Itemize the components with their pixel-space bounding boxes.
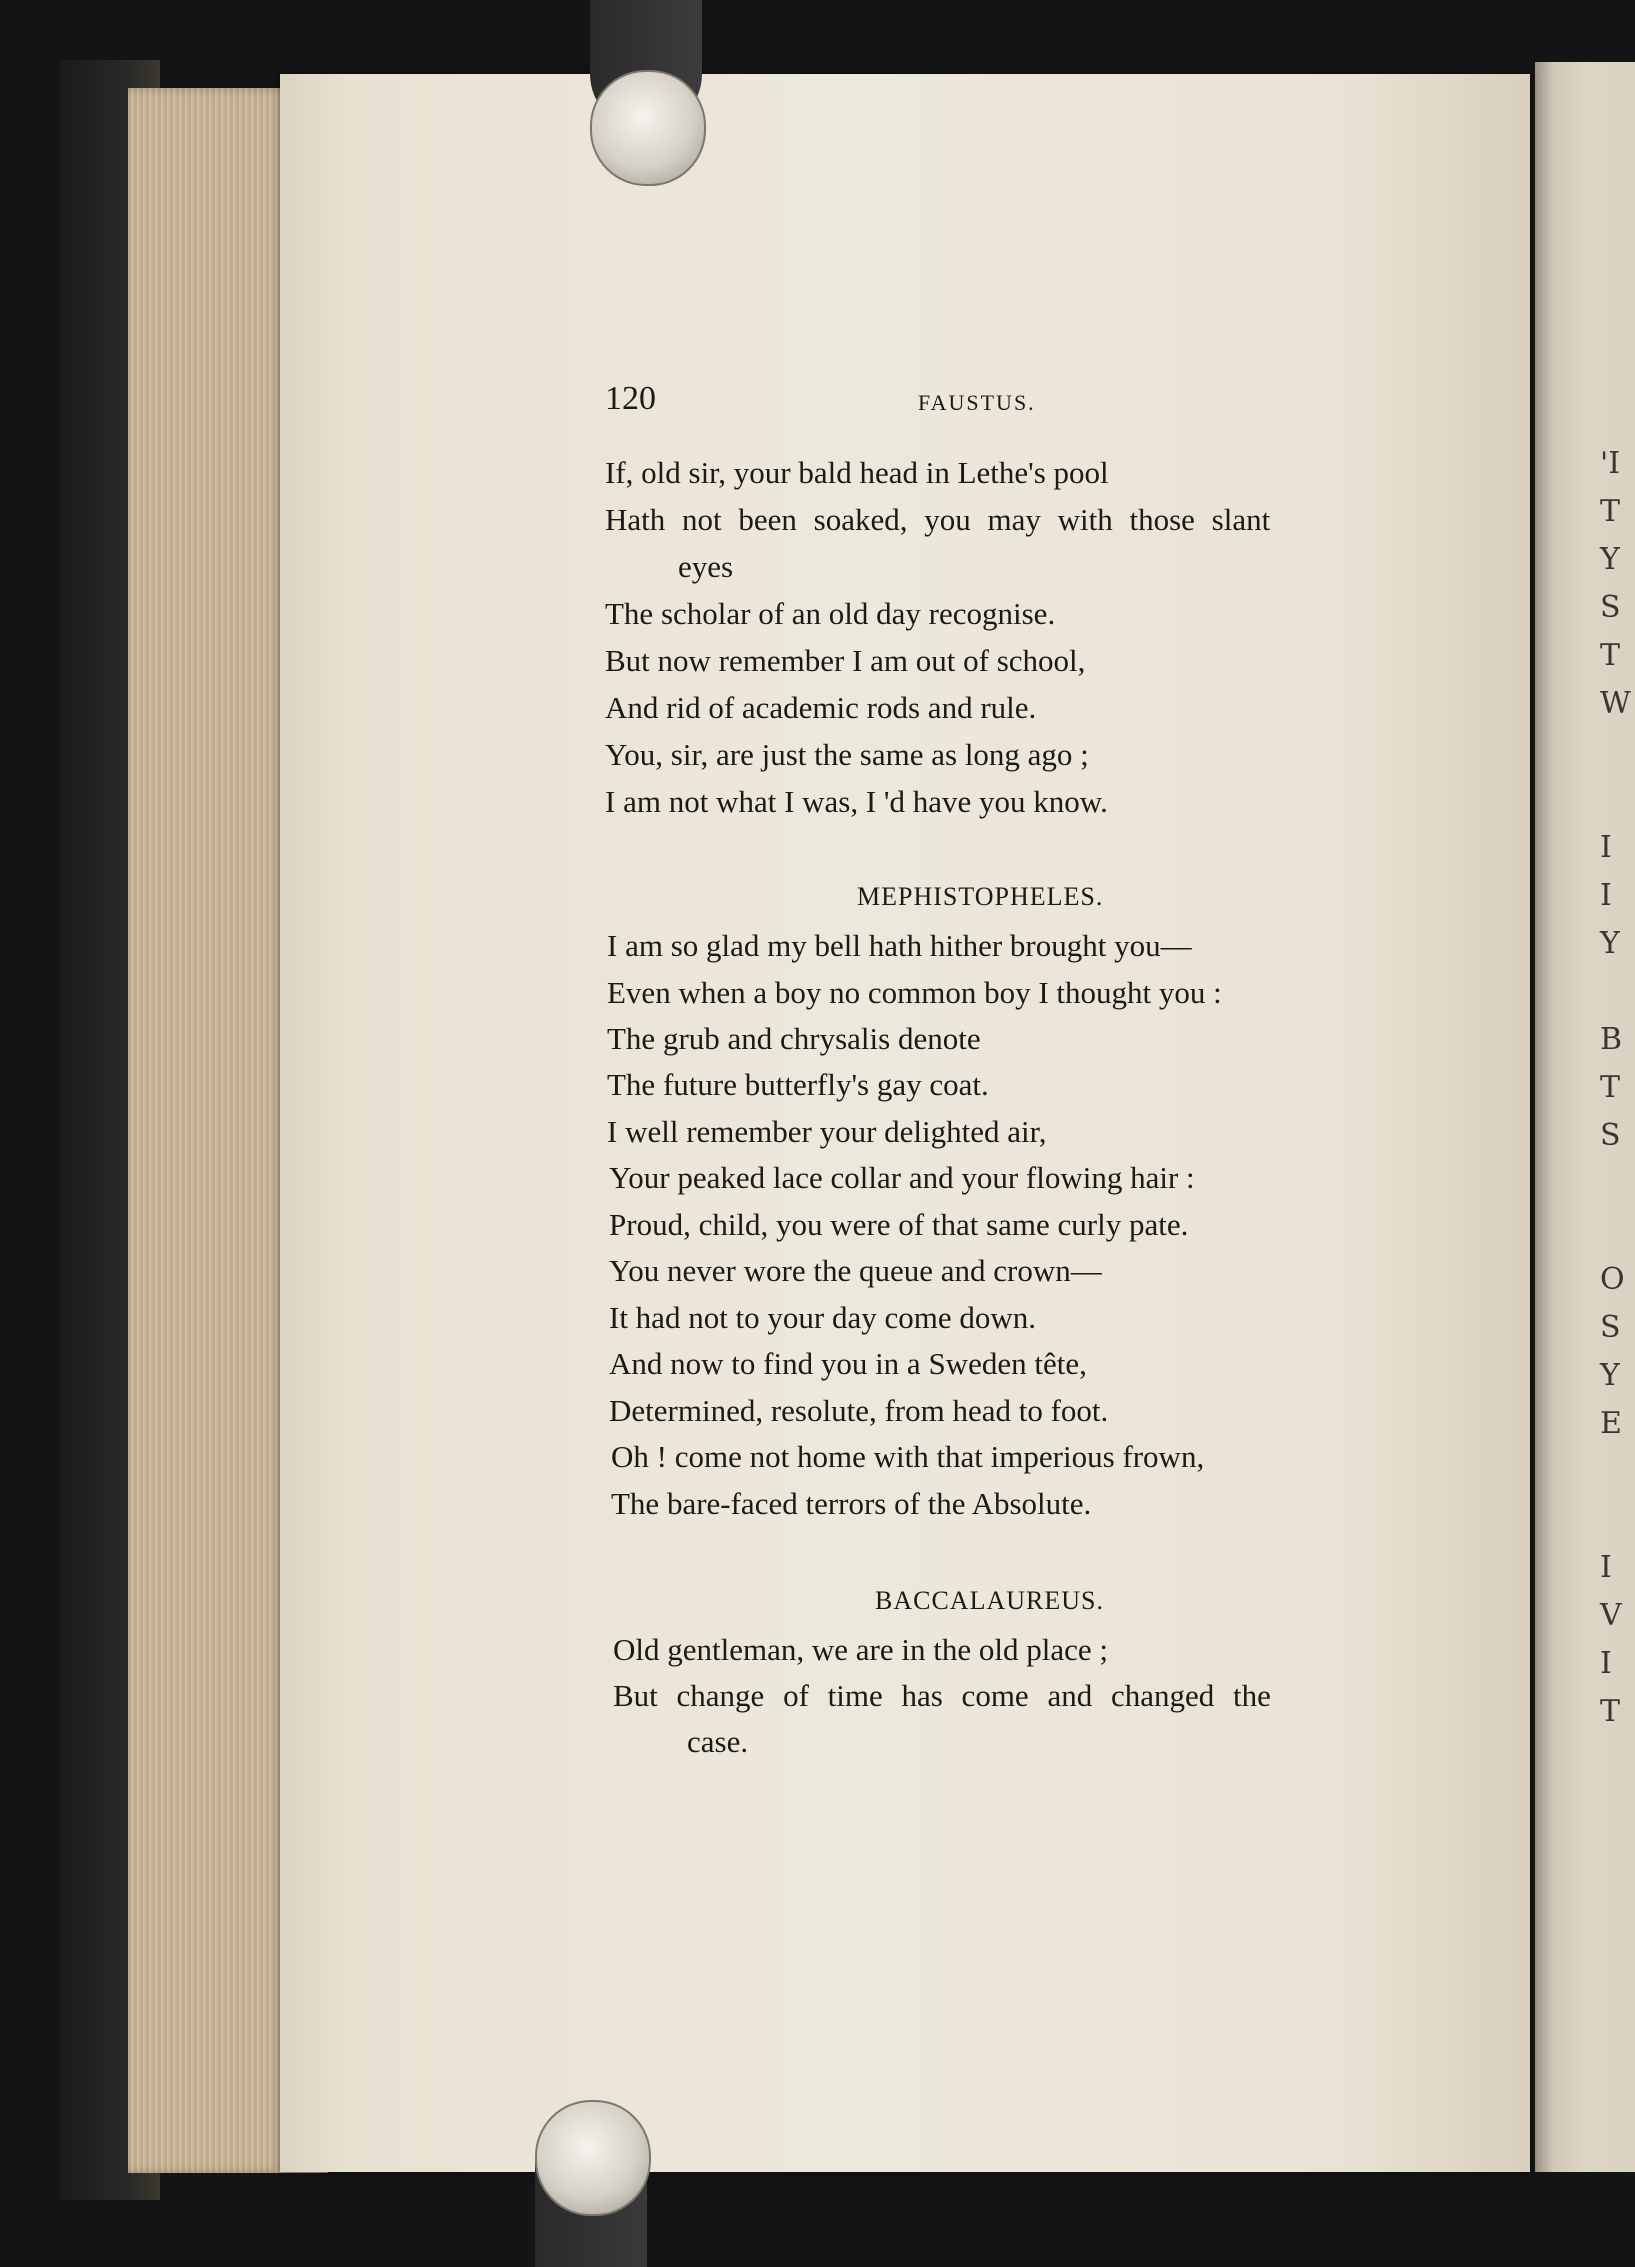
verse-line: Determined, resolute, from head to foot. [609, 1393, 1109, 1428]
fragment-letter: T [1600, 1694, 1621, 1729]
verse-line: Your peaked lace collar and your flowing hair : [609, 1160, 1195, 1195]
verse-line: case. [687, 1724, 749, 1759]
verse-line: Oh ! come not home with that imperious frown, [611, 1439, 1205, 1474]
page-clip-bottom [535, 2100, 651, 2216]
fragment-letter: 'I [1600, 446, 1621, 481]
verse-line: The scholar of an old day recognise. [605, 596, 1056, 631]
fragment-letter: V [1600, 1598, 1622, 1633]
verse-line: The future butterfly's gay coat. [607, 1067, 989, 1102]
verse-line: You, sir, are just the same as long ago ; [605, 737, 1089, 772]
running-title: FAUSTUS. [918, 390, 1036, 415]
verse-line: It had not to your day come down. [609, 1300, 1037, 1335]
fragment-letter: S [1600, 1118, 1621, 1153]
verse-line: And rid of academic rods and rule. [605, 690, 1037, 725]
fragment-letter: Y [1600, 542, 1620, 577]
verse-line: I am not what I was, I 'd have you know. [605, 784, 1108, 819]
verse-line: The bare-faced terrors of the Absolute. [611, 1486, 1092, 1521]
fragment-letter: B [1600, 1022, 1623, 1057]
speaker-name: MEPHISTOPHELES. [857, 882, 1104, 911]
verse-line: I well remember your delighted air, [607, 1114, 1047, 1149]
verse-line: Old gentleman, we are in the old place ; [613, 1632, 1108, 1667]
fragment-letter: Y [1600, 1358, 1620, 1393]
verse-line: Hath not been soaked, you may with those slant [605, 502, 1271, 537]
verse-line: Even when a boy no common boy I thought you : [607, 975, 1222, 1010]
fragment-letter: T [1600, 1070, 1621, 1105]
verse-line: You never wore the queue and crown— [609, 1253, 1102, 1288]
speaker-name: BACCALAUREUS. [875, 1586, 1104, 1615]
verse-line: But now remember I am out of school, [605, 643, 1086, 678]
fragment-letter: W [1600, 686, 1631, 721]
fragment-letter: I [1600, 830, 1612, 865]
fragment-letter: E [1600, 1406, 1622, 1441]
fragment-letter: T [1600, 638, 1621, 673]
facing-page-fragments [1600, 440, 1631, 1736]
fragment-letter: S [1600, 590, 1621, 625]
verse-line: Proud, child, you were of that same curly pate. [609, 1207, 1189, 1242]
verse-line: And now to find you in a Sweden tête, [609, 1346, 1087, 1381]
fragment-letter: I [1600, 878, 1612, 913]
page-clip-top [590, 70, 706, 186]
fragment-letter: I [1600, 1646, 1612, 1681]
fragment-letter: S [1600, 1310, 1621, 1345]
fragment-letter: T [1600, 494, 1621, 529]
verse-line: If, old sir, your bald head in Lethe's pool [605, 455, 1109, 490]
verse-line: But change of time has come and changed the [613, 1678, 1271, 1713]
facing-page [1535, 62, 1635, 2172]
verse-line: eyes [678, 549, 734, 584]
verse-line: I am so glad my bell hath hither brought you— [607, 928, 1192, 963]
fragment-letter: Y [1600, 926, 1620, 961]
fragment-letter: O [1600, 1262, 1625, 1297]
verse-line: The grub and chrysalis denote [607, 1021, 981, 1056]
fragment-letter: I [1600, 1550, 1612, 1585]
page-number: 120 [605, 380, 656, 417]
